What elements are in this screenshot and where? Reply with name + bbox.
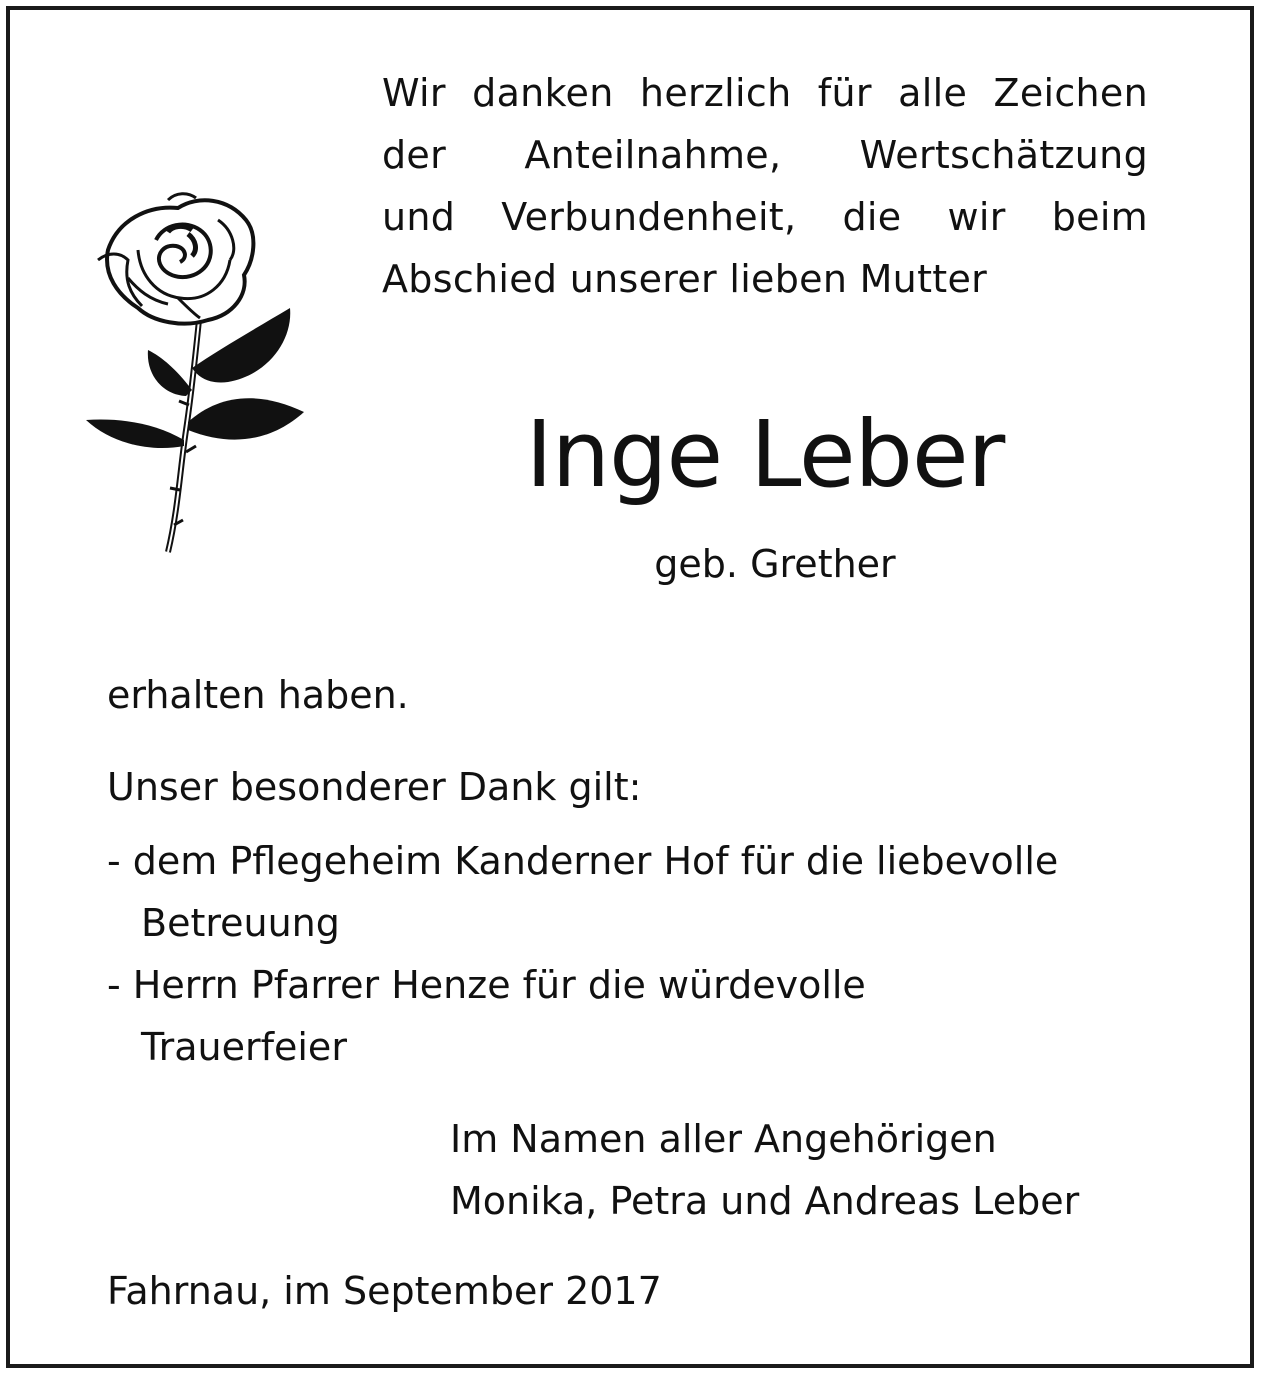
intro-line: Abschied unserer lieben Mutter (382, 257, 988, 301)
signature-line: Im Namen aller Angehörigen (450, 1117, 997, 1161)
received-text: erhalten haben. (107, 673, 409, 717)
place-date: Fahrnau, im September 2017 (107, 1269, 662, 1313)
list-item-continuation: Betreuung (141, 901, 340, 945)
intro-line: der Anteilnahme, Wertschätzung (382, 133, 1148, 177)
intro-text (382, 62, 1148, 310)
list-item-first-line: - dem Pflegeheim Kanderner Hof für die liebevolle (107, 839, 1059, 883)
list-item-continuation: Trauerfeier (141, 1025, 347, 1069)
intro-line: Wir danken herzlich für alle Zeichen (382, 71, 1148, 115)
signature-line: Monika, Petra und Andreas Leber (450, 1179, 1080, 1223)
list-item-first-line: - Herrn Pfarrer Henze für die würdevolle (107, 963, 866, 1007)
deceased-name: Inge Leber (525, 401, 1005, 508)
signature-block (450, 1108, 1170, 1232)
thanks-list (107, 830, 1167, 1078)
maiden-name: geb. Grether (654, 542, 896, 586)
list-item (107, 830, 1167, 954)
rose-icon (68, 190, 312, 560)
list-item (107, 954, 1167, 1078)
intro-line: und Verbundenheit, die wir beim (382, 195, 1148, 239)
thanks-heading: Unser besonderer Dank gilt: (107, 765, 642, 809)
